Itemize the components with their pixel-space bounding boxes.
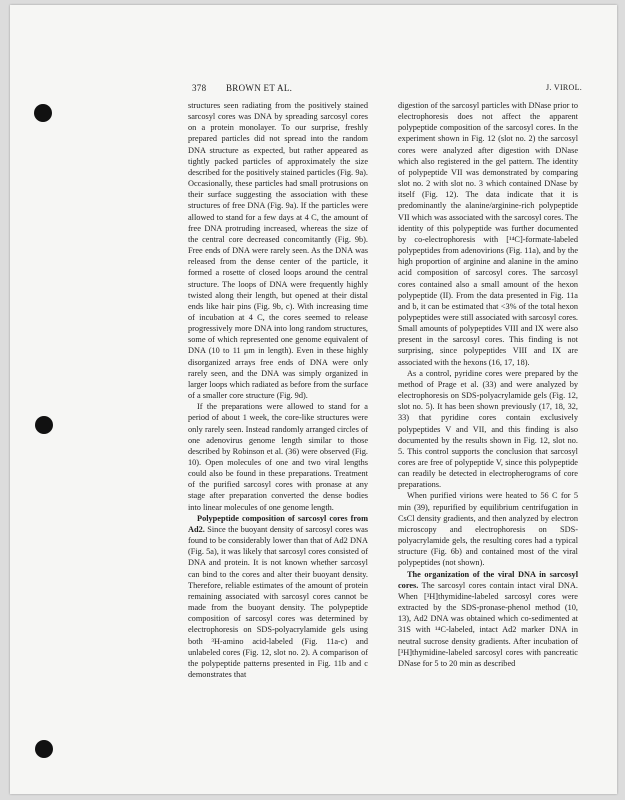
punch-hole xyxy=(35,416,53,434)
right-column xyxy=(398,100,578,669)
paragraph-text: The sarcosyl cores contain intact viral DNA. When [³H]thymidine-labeled sarcosyl cores were extracted by the SDS-pronase-phenol method (10, 13), Ad2 DNA was obtained which co-sedimented at 31S with ¹⁴C-labeled, intact Ad2 marker DNA in neutral sucrose density gradients. After incubation of [³H]thymidine-labeled sarcosyl cores with pancreatic DNase for 5 to 20 min as described xyxy=(398,580,578,668)
punch-hole xyxy=(34,104,52,122)
paragraph: When purified virions were heated to 56 C for 5 min (39), repurified by equilibrium centrifugation in CsCl density gradients, and then analyzed by electron microscopy and electrophoresis on SDS-polyacrylamide gels, the resulting cores had a typical structure (Fig. 6b) and contained most of the viral polypeptides (not shown). xyxy=(398,491,578,568)
page-number: 378 xyxy=(192,83,207,93)
paragraph-with-heading xyxy=(188,513,368,680)
paragraph-with-heading xyxy=(398,569,578,669)
running-head-authors: BROWN ET AL. xyxy=(226,83,293,93)
paragraph: If the preparations were allowed to stand for a period of about 1 week, the core-like structures were only rarely seen. Instead randomly arranged circles of one adenovirus genome length similar to those described by Robinson et al. (36) were observed (Fig. 10). Open molecules of one and two viral lengths could also be found in these preparations. Treatment of the purified sarcosyl cores with pronase at any stage after preparation converted the dense bodies into linear molecules of one genome length. xyxy=(188,402,368,512)
paragraph: digestion of the sarcosyl particles with DNase prior to electrophoresis does not affect the apparent polypeptide composition of the sarcosyl cores. In the experiment shown in Fig. 12 (slot no. 2) the sarcosyl cores were analyzed after digestion with DNase which also registered in the gel pattern. The identity of polypeptide VII was demonstrated by comparing slot no. 2 with slot no. 3 which contained DNase by itself (Fig. 12). The data indicate that it is predominantly the alanine/arginine-rich polypeptide VII which was associated with the sarcosyl cores. The identity of this polypeptide was further documented by co-electrophoresis with [¹⁴C]-formate-labeled polypeptides from adenovirions (Fig. 11a), and by the high proportion of arginine and alanine in the amino acid composition of sarcosyl cores. The sarcosyl cores contained also a small amount of the hexon polypeptide (II). From the data presented in Fig. 11a and b, it can be estimated that <3% of the total hexon polypeptides were still associated with sarcosyl cores. Small amounts of polypeptides VIII and IX were also present in the sarcosyl cores. This finding is not surprising, since polypeptides VIII and IX are associated with the hexons (16, 17, 18). xyxy=(398,101,578,367)
paragraph: structures seen radiating from the positively stained sarcosyl cores was DNA by spreading sarcosyl cores on a protein monolayer. To our surprise, freshly prepared particles did not spread into the random DNA structure as expected, but rather appeared as tightly packed particles of approximately the size described for the positively stained particles (Fig. 9a). Occasionally, these particles had small protrusions on their surface suggesting the association with these structures of free DNA (Fig. 9a). If the particles were allowed to stand for a few days at 4 C, the amount of free DNA protruding increased, whereas the size of the central core decreased concomitantly (Fig. 9b). Free ends of DNA were rarely seen. As the DNA was released from the dense center of the particle, it formed a rosette of closed loops around the central structure. The loops of DNA were frequently highly twisted along their length, but opened at their distal ends like hair pins (Fig. 9b, c). With increasing time of incubation at 4 C, the cores seemed to release progressively more DNA into long random structures, some of which represented one genome equivalent of DNA (10 to 11 μm in length). Even in these highly disorganized arrays free ends of DNA were only rarely seen, and the DNA was simply organized in larger loops which radiated as before from the surface of a smaller core structure (Fig. 9d). xyxy=(188,101,368,401)
running-head-journal: J. VIROL. xyxy=(546,83,583,92)
left-column xyxy=(188,100,368,680)
paragraph: As a control, pyridine cores were prepared by the method of Prage et al. (33) and were analyzed by electrophoresis on SDS-polyacrylamide gels (Fig. 12, slot no. 5). It has been shown previously (17, 18, 32, 33) that pyridine cores contain exclusively polypeptides V and VII, and this finding is also documented by the results shown in Fig. 12, slot no. 5. This control supports the conclusion that sarcosyl cores are free of polypeptide V, since this polypeptide can readily be detected in electropherograms of core preparations. xyxy=(398,368,578,490)
section-heading: Polypeptide composition of sarcosyl cores from Ad2. xyxy=(188,513,368,534)
punch-hole xyxy=(35,740,53,758)
paragraph-text: Since the buoyant density of sarcosyl cores was found to be considerably lower than that of Ad2 DNA (Fig. 5a), it was likely that sarcosyl cores consisted of DNA and protein. It is not known whether sarcosyl can bind to the cores and alter their buoyant density. Therefore, reliable estimates of the amount of protein remaining associated with sarcosyl cores cannot be made from the buoyant density. The polypeptide composition of sarcosyl cores was determined by electrophoresis on SDS-polyacrylamide gels using both ³H-amino acid-labeled (Fig. 11a-c) and unlabeled cores (Fig. 12, slot no. 2). A comparison of the polypeptide patterns presented in Fig. 11b and c demonstrates that xyxy=(188,524,368,679)
section-heading: The organization of the viral DNA in sarcosyl cores. xyxy=(398,569,578,590)
